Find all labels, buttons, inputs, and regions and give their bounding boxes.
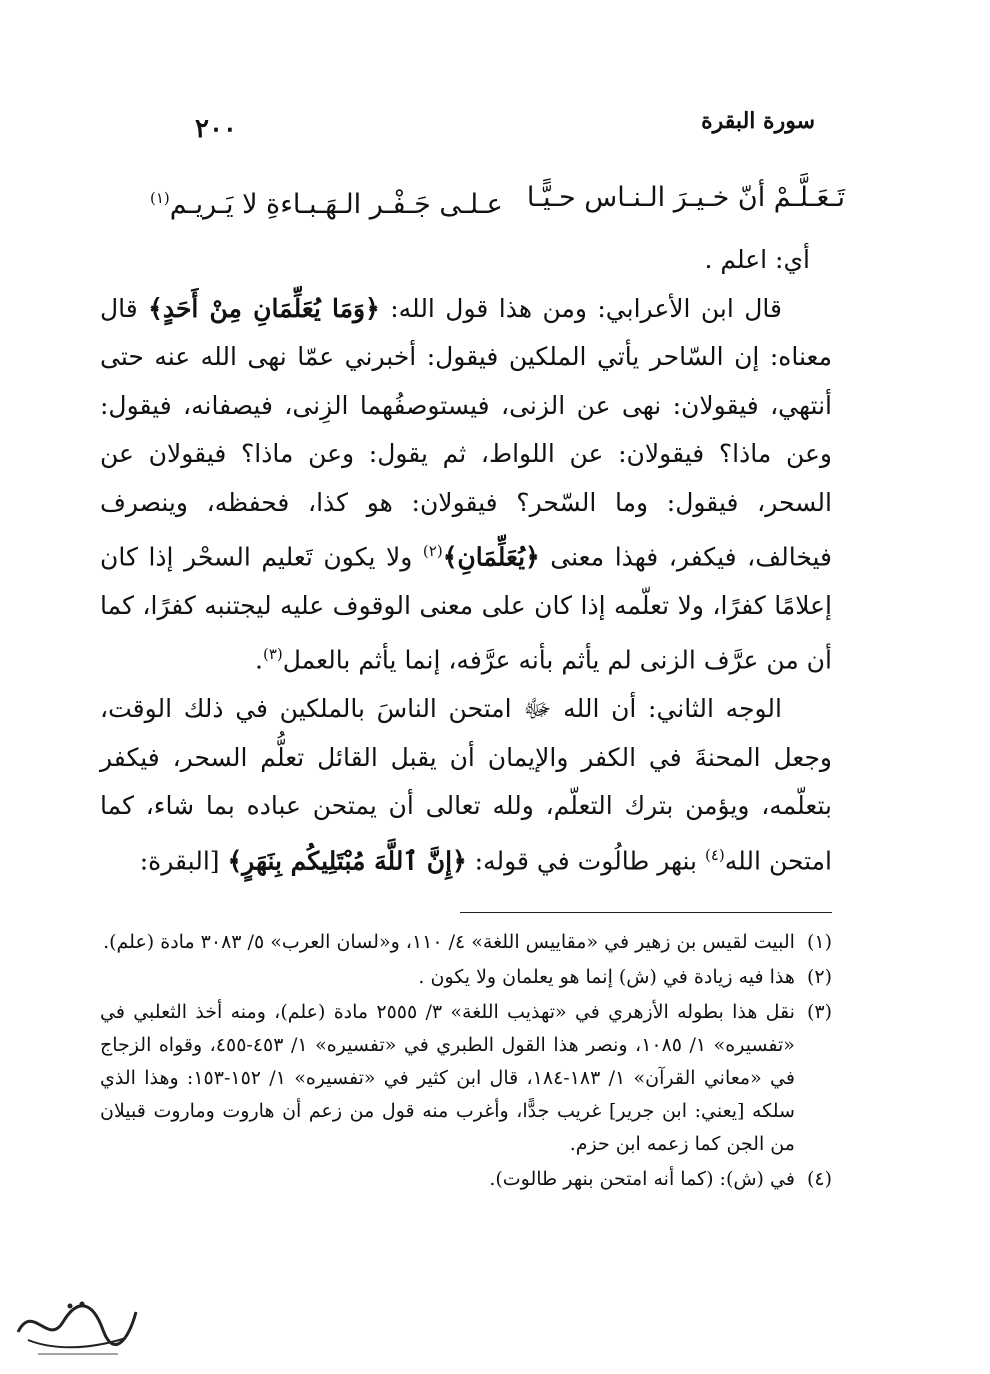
page-number: ٢٠٠ <box>195 114 237 144</box>
footnote-number: (١) <box>806 931 832 953</box>
footnote-text: هذا فيه زيادة في (ش) إنما هو يعلمان ولا يكون . <box>418 966 795 988</box>
verse-hemistich-left: عـلـى جَـفْـر الـهَـبـاءةِ لا يَـريـم <box>169 189 503 220</box>
footnote-text: نقل هذا بطوله الأزهري في «تهذيب اللغة» ٣/ ٢٥٥٥ مادة (علم)، ومنه أخذ الثعلبي في «تفسيره» ١/ ١٠٨٥، ونصر هذا القول الطبري في «تفسيره» ١/ ٤٥٣-٤٥٥، وقواه الزجاج في «معاني القرآن» ١/ ١٨٣-١٨٤، قال ابن كثير في «تفسيره» ١/ ١٥٢-١٥٣: وهذا الذي سلكه [يعني: ابن جرير] غريب جدًّا، وأغرب منه قول من زعم أن هاروت وماروت قبيلان من الجن كما زعمه ابن حزم. <box>100 1001 795 1155</box>
footnote-ref-3: (٣) <box>262 645 283 664</box>
main-text <box>100 236 832 885</box>
paragraph-2 <box>100 685 832 885</box>
footnote-ref-2: (٢) <box>422 542 443 560</box>
footnote <box>100 926 832 959</box>
surah-title: سورة البقرة <box>701 108 815 134</box>
footnote <box>100 996 832 1161</box>
p1-end: . <box>255 645 263 675</box>
p2-text-c: [البقرة: <box>139 845 228 875</box>
footnote-number: (٤) <box>806 1168 832 1190</box>
verse-hemistich-right: تَـعَـلَّـمْ أنّ خـيـرَ الـنـاس حـيًّـا <box>526 182 845 213</box>
poetry-verse <box>150 176 845 227</box>
footnote-number: (٢) <box>806 966 832 988</box>
footnote-number: (٣) <box>806 1001 832 1023</box>
quran-quote-2: ﴿يُعَلِّمَانِ﴾ <box>442 542 540 572</box>
p2-text-b: بنهر طالُوت في قوله: <box>466 845 705 875</box>
p1-text-c: ولا يكون تَعليم السحْر إذا كان إعلامًا كفرًا، ولا تعلّمه إذا كان على معنى الوقوف عليه ليجتنبه كفرًا، كما أن من عرَّف الزنى لم يأثم بأنه عرَّفه، إنما يأثم بالعمل <box>100 542 832 675</box>
page-header <box>100 108 890 148</box>
footnote-text: البيت لقيس بن زهير في «مقاييس اللغة» ٤/ ١١٠، و«لسان العرب» ٥/ ٣٠٨٣ مادة (علم). <box>103 931 795 953</box>
p1-text-b: قال معناه: إن السّاحر يأتي الملكين فيقول: أخبرني عمّا نهى الله عنه حتى أنتهي، فيقولان: نهى عن الزنى، فيستوصفُهما الزِنى، فيصفانه، فيقول: وعن ماذا؟ فيقولان: عن اللواط، ثم يقول: وعن ماذا؟ فيقولان عن السحر، فيقول: وما السّحر؟ فيقولان: هو كذا، فحفظه، وينصرف فيخالف، فيكفر، فهذا معنى <box>100 293 832 572</box>
footnotes <box>100 926 832 1198</box>
footnote-ref-4: (٤) <box>704 845 725 864</box>
footnote <box>100 961 832 994</box>
paragraph-1 <box>100 285 832 686</box>
footnote <box>100 1163 832 1196</box>
calligraphy-logo-icon <box>8 1292 143 1364</box>
p1-text-a: قال ابن الأعرابي: ومن هذا قول الله: <box>379 293 782 323</box>
quran-quote-3: ﴿إِنَّ ٱللَّهَ مُبْتَلِيكُم بِنَهَرٍ﴾ <box>227 845 467 875</box>
footnote-text: في (ش): (كما أنه امتحن بنهر طالوت). <box>489 1168 795 1190</box>
verse-hemistich-left-wrap <box>150 176 503 227</box>
verse-gloss: أي: اعلم . <box>704 245 810 274</box>
footnote-divider <box>460 912 832 913</box>
p2-text-a: الوجه الثاني: أن الله ﷻ امتحن الناسَ بالملكين في ذلك الوقت، وجعل المحنةَ في الكفر والإيمان أن يقبل القائل تعلُّم السحر، فيكفر بتعلّمه، ويؤمن بترك التعلّم، ولله تعالى أن يمتحن عباده بما شاء، كما امتحن الله <box>100 694 832 875</box>
watermark-logo <box>8 1292 143 1364</box>
footnote-ref-1: (١) <box>150 189 170 207</box>
quran-quote-1: ﴿وَمَا يُعَلِّمَانِ مِنْ أَحَدٍ﴾ <box>148 293 380 323</box>
